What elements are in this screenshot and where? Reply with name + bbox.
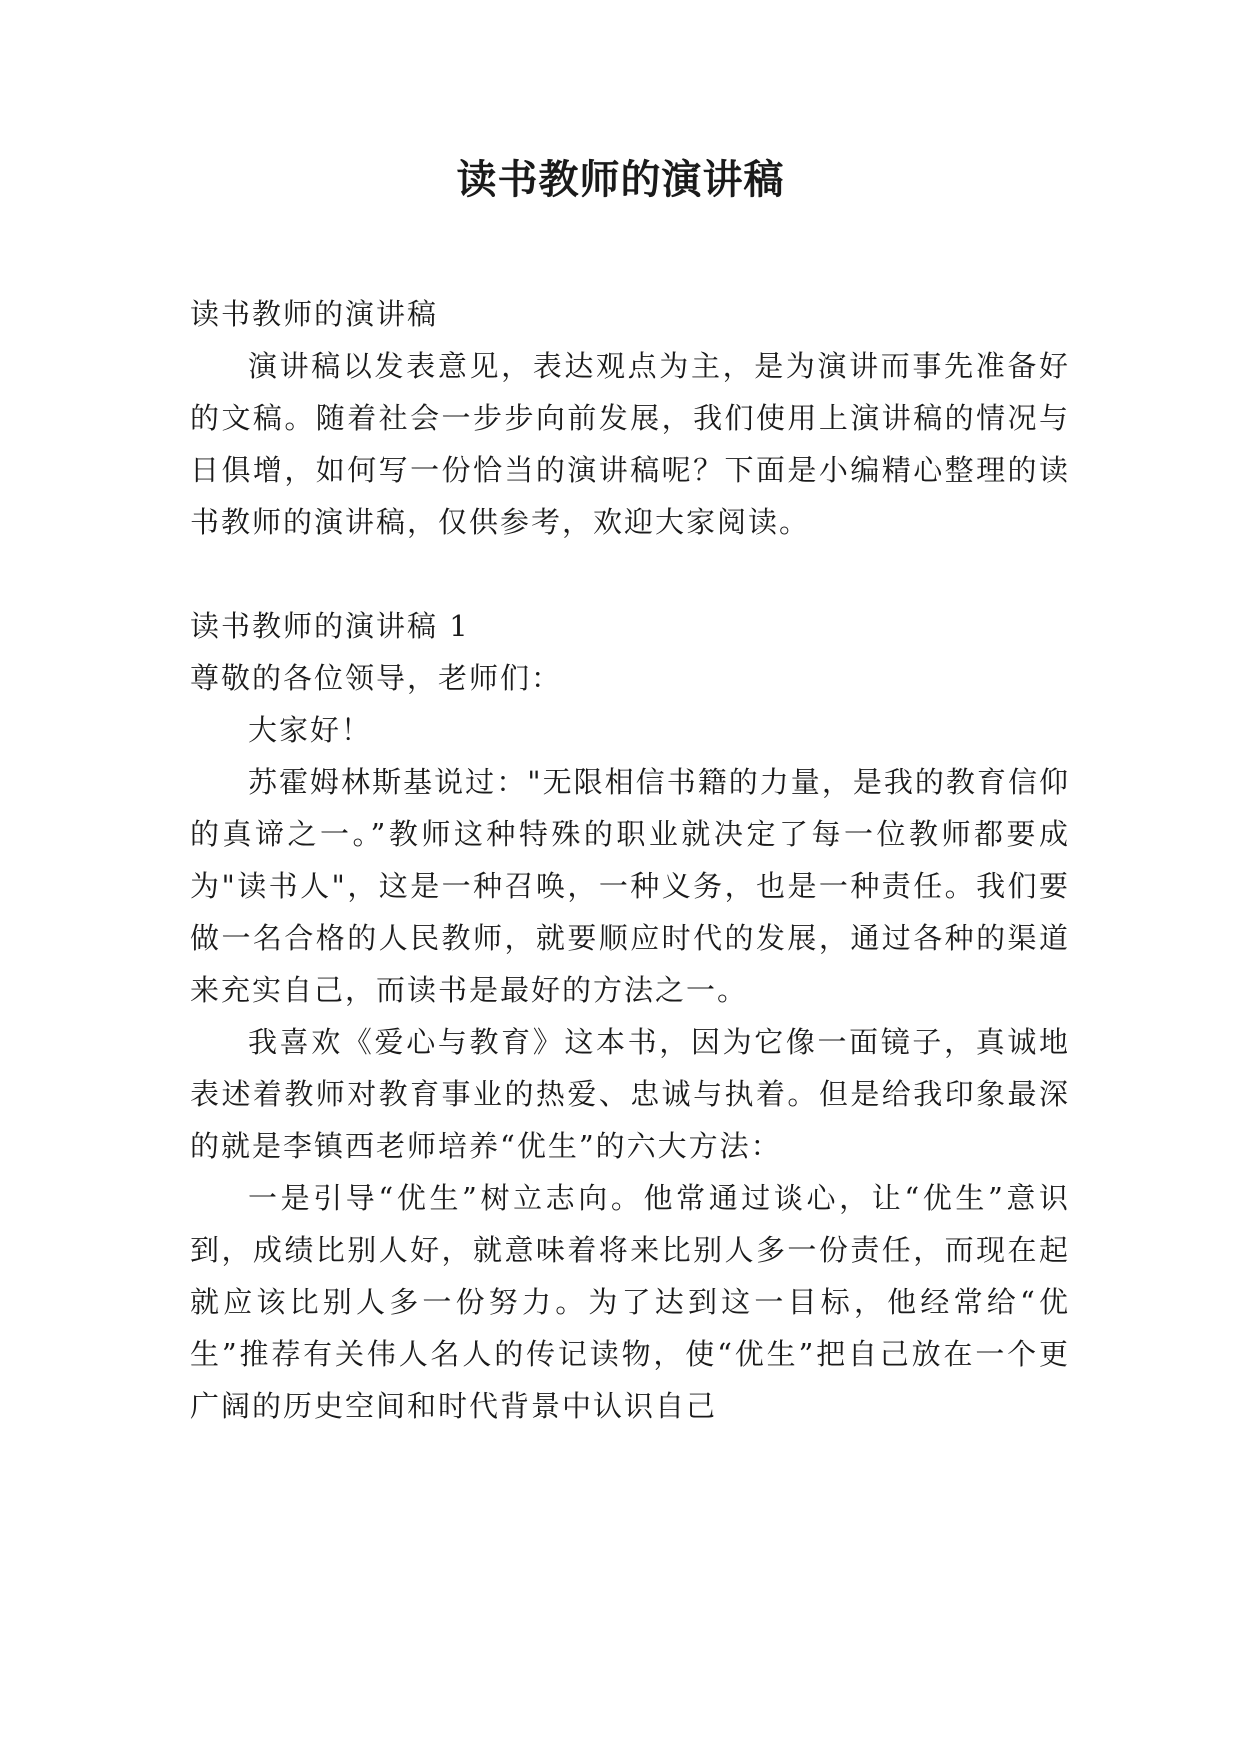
body-paragraph: 一是引导“优生”树立志向。他常通过谈心，让“优生”意识到，成绩比别人好，就意味着将来比别人多一份责任，而现在起就应该比别人多一份努力。为了达到这一目标，他经常给“优生”推荐有关伟人名人的传记读物，使“优生”把自己放在一个更广阔的历史空间和时代背景中认识自己 xyxy=(190,1181,1070,1423)
intro-paragraph: 演讲稿以发表意见，表达观点为主，是为演讲而事先准备好的文稿。随着社会一步步向前发展，我们使用上演讲稿的情况与日俱增，如何写一份恰当的演讲稿呢？下面是小编精心整理的读书教师的演讲稿，仅供参考，欢迎大家阅读。 xyxy=(190,349,1070,539)
document-body xyxy=(190,288,1070,1432)
subtitle: 读书教师的演讲稿 xyxy=(190,297,439,331)
document-title: 读书教师的演讲稿 xyxy=(456,156,785,203)
body-paragraph: 我喜欢《爱心与教育》这本书，因为它像一面镜子，真诚地表述着教师对教育事业的热爱、忠诚与执着。但是给我印象最深的就是李镇西老师培养“优生”的六大方法： xyxy=(190,1025,1070,1163)
spacer xyxy=(190,548,1070,600)
section-heading: 读书教师的演讲稿 1 xyxy=(190,609,470,643)
salutation: 尊敬的各位领导，老师们： xyxy=(190,661,563,695)
body-paragraph: 苏霍姆林斯基说过："无限相信书籍的力量，是我的教育信仰的真谛之一。”教师这种特殊的职业就决定了每一位教师都要成为"读书人"，这是一种召唤，一种义务，也是一种责任。我们要做一名合格的人民教师，就要顺应时代的发展，通过各种的渠道来充实自己，而读书是最好的方法之一。 xyxy=(190,765,1070,1007)
greeting: 大家好！ xyxy=(248,713,373,747)
